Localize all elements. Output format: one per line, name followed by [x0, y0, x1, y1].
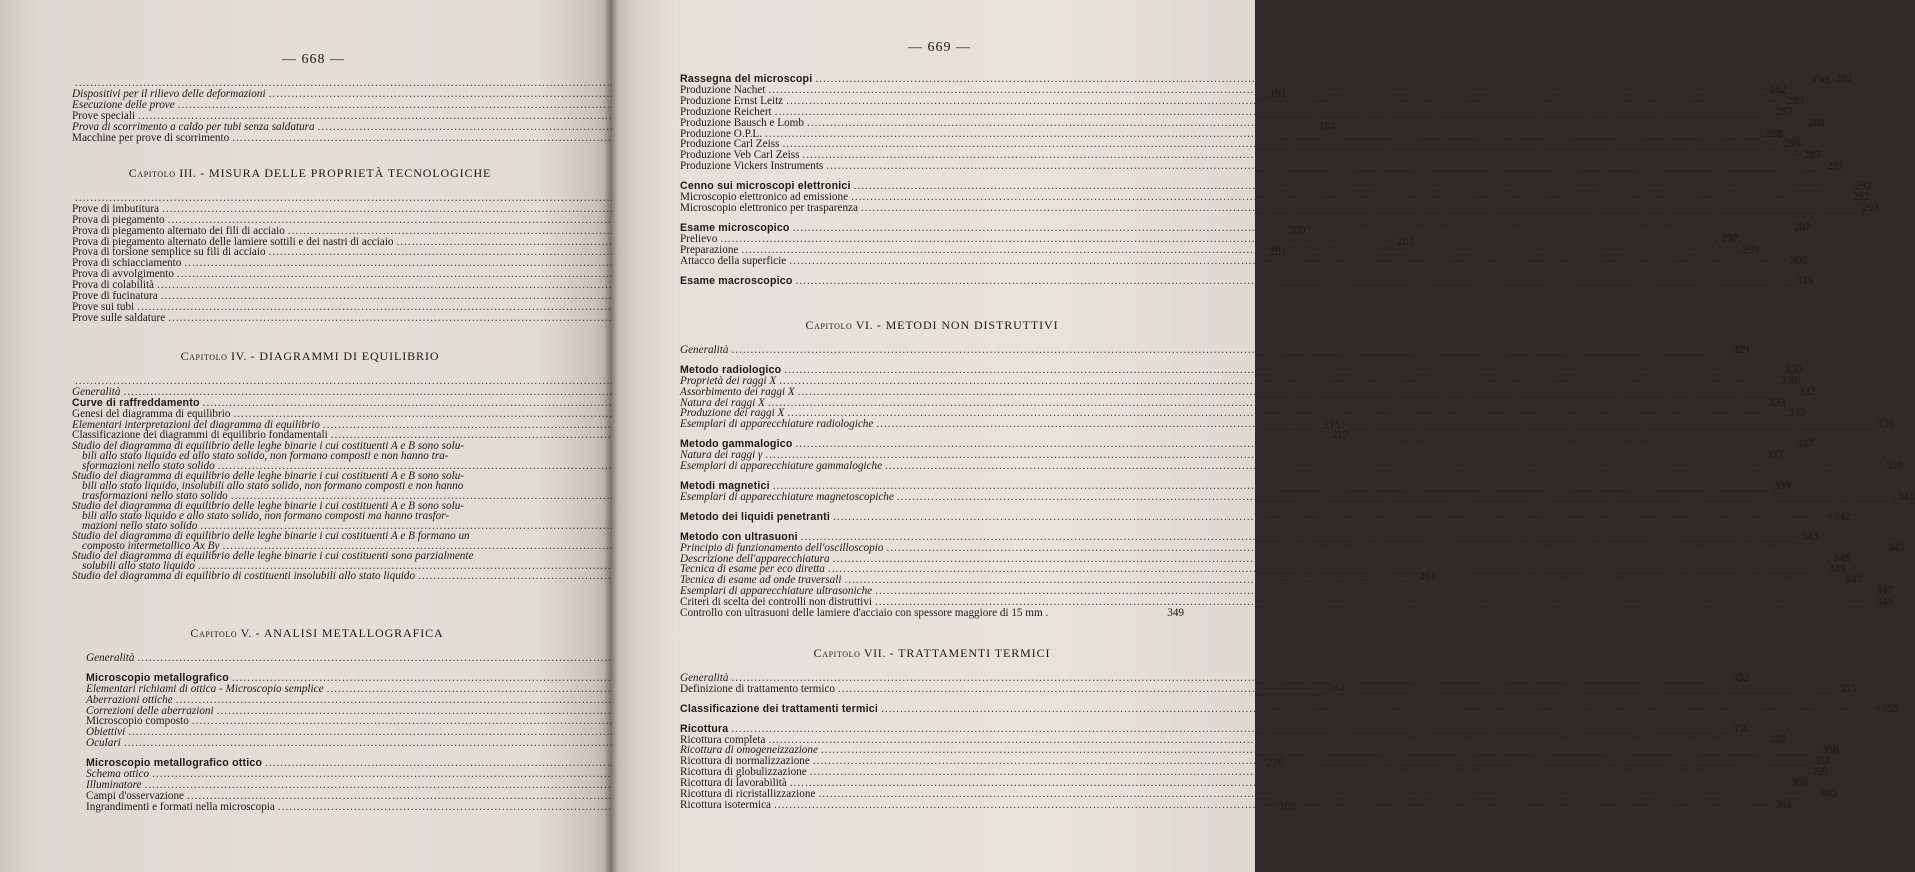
toc-entry-title: Prova di piegamento alternato delle lamiere sottili e dei nastri di acciaio: [72, 235, 394, 248]
toc-entry-title: Elementari richiami di ottica - Microscopio semplice: [86, 682, 324, 695]
toc-entry: [680, 702, 1899, 715]
toc-entry: [72, 111, 548, 122]
leader-dots: [801, 532, 1796, 543]
toc-page-number: 280: [1278, 800, 1296, 813]
toc-entry-title: Esemplari di apparecchiature ultrasoniche: [680, 585, 873, 598]
toc-entry: [680, 530, 1819, 543]
right-page-number: — 669 —: [908, 40, 971, 55]
toc-entry: [86, 738, 548, 749]
toc-entry-title: Studio del diagramma di equilibrio delle leghe binarie i cui costituenti A e B sono solu-: [72, 470, 465, 483]
leader-dots: [731, 345, 1726, 356]
toc-entry: [680, 722, 1750, 735]
toc-page-number: 345: [1887, 541, 1905, 554]
toc-entry-title: Ricottura: [680, 722, 729, 735]
chapter-7-title: - TRATTAMENTI TERMICI: [889, 646, 1051, 660]
toc-entry-title: Microscopio elettronico per trasparenza: [680, 201, 858, 214]
toc-page-number: 357: [1769, 733, 1787, 746]
toc-entry-title: Descrizione dell'apparecchiatura: [680, 552, 830, 565]
toc-page-number: 291: [1827, 160, 1845, 173]
toc-page-number: 293: [1862, 201, 1879, 214]
toc-entry-title: Ricottura isotermica: [680, 798, 772, 811]
toc-entry-title: Prove sui tubi: [72, 300, 135, 313]
toc-entry-title: Ricottura di ricristallizzazione: [680, 788, 816, 801]
leader-dots: [861, 203, 1856, 214]
toc-entry-title: Dispositivi per il rilievo delle deformazioni: [72, 87, 266, 100]
toc-page-number: 359: [1810, 766, 1828, 779]
toc-entry: [72, 313, 548, 324]
toc-page-number: 349: [1876, 596, 1893, 609]
toc-entry-title: Produzione Bausch e Lomb: [680, 116, 804, 129]
toc-entry-title: Proprietà dei raggi X: [680, 374, 777, 387]
toc-page-number: 338: [1886, 460, 1903, 473]
toc-entry-title: Campi d'osservazione: [86, 789, 185, 802]
toc-entry: [680, 608, 1184, 619]
toc-page-number: 349: [1167, 607, 1184, 620]
toc-entry-title: Produzione Carl Zeiss: [680, 138, 780, 151]
toc-entry: [86, 653, 548, 664]
toc-entry-title: Prova di scorrimento a caldo per tubi senza saldatura: [72, 120, 315, 133]
toc-entry: [680, 343, 1750, 356]
toc-entry-title: Metodi magnetici: [680, 479, 770, 492]
chapter-4-title: - DIAGRAMMI DI EQUILIBRIO: [250, 349, 440, 363]
toc-entry-title: Controllo con ultrasuoni delle lamiere d'acciaio con spessore maggiore di 15 mm .: [680, 607, 1049, 620]
toc-page-number: 341: [1897, 490, 1915, 503]
toc-page-number: 201: [1397, 235, 1415, 248]
toc-entry-title: Studio del diagramma di equilibrio delle leghe binarie i cui costituenti A e B sono solu-: [72, 440, 465, 453]
leader-dots: [876, 419, 1871, 430]
toc-entry-continuation: sformazioni nello stato solido: [82, 460, 215, 473]
toc-entry-continuation: bili allo stato liquido, insolubili allo stato solido, non formano composti e non hanno: [82, 480, 464, 493]
toc-page-number: 358: [1813, 755, 1831, 768]
leader-dots: [885, 461, 1880, 472]
toc-entry-title: Prove di imbutitura: [72, 202, 160, 215]
toc-entry-title: Generalità: [72, 385, 121, 398]
toc-entry-title: Classificazione dei diagrammi di equilibrio fondamentali: [72, 429, 328, 442]
leader-dots: [796, 276, 1791, 287]
toc-entry-title: Prova di piegamento alternato dei fili di acciaio: [72, 224, 285, 237]
toc-page-number: 200: [1288, 224, 1306, 237]
toc-entry-title: Prova di colabilità: [72, 279, 155, 292]
toc-entry-title: Esame macroscopico: [680, 274, 793, 287]
toc-entry-title: Generalità: [86, 651, 135, 664]
toc-entry-title: Esecuzione delle prove: [72, 98, 175, 111]
toc-page-number: 217: [1331, 429, 1349, 442]
toc-page-number: 287: [1775, 105, 1793, 118]
toc-entry-title: Esemplari di apparecchiature magnetoscopiche: [680, 490, 894, 503]
toc-entry-title: Natura dei raggi γ: [680, 449, 763, 462]
toc-entry-title: Produzione Reichert: [680, 105, 772, 118]
chapter-3-title: - MISURA DELLE PROPRIETÀ TECNOLOGICHE: [200, 166, 492, 180]
toc-entry: [72, 409, 548, 420]
leader-dots: [779, 376, 1774, 387]
toc-entry-continuation: solubili allo stato liquido: [82, 560, 195, 573]
toc-entry-title: Studio del diagramma di equilibrio delle leghe binarie i cui costituenti A e B sono solu-: [72, 500, 465, 513]
toc-entry-title: Studio del diagramma di equilibrio di costituenti insolubili allo stato liquido: [72, 570, 416, 583]
toc-entry: [72, 215, 548, 226]
leader-dots: [774, 800, 1769, 811]
chapter-6-label: Capitolo VI.: [805, 318, 874, 332]
toc-entry-title: Natura dei raggi X: [680, 396, 765, 409]
toc-entry: [72, 501, 548, 531]
toc-page-number: 342: [1834, 510, 1851, 523]
toc-entry-title: Produzione Vickers Instruments: [680, 160, 824, 173]
toc-entry: [680, 385, 1816, 398]
toc-entry: [72, 441, 548, 471]
toc-entry-title: Rassegna del microscopi: [680, 73, 813, 85]
left-page-number: — 668 —: [282, 52, 345, 67]
toc-page-number: 282: [1769, 83, 1787, 96]
toc-page-number: 194: [1318, 120, 1336, 133]
toc-page-number: 339: [1773, 479, 1791, 492]
toc-entry-title: Tecnica di esame per eco diretta: [680, 563, 825, 576]
toc-page-number: 333: [1788, 407, 1806, 420]
toc-entry-title: Definizione di trattamento termico: [680, 682, 836, 695]
toc-entry-title: Ricottura di lavorabilità: [680, 777, 787, 790]
toc-entry-title: Curve di raffreddamento: [72, 396, 200, 409]
toc-page-number: 360: [1790, 777, 1808, 790]
toc-entry: [680, 510, 1851, 523]
toc-entry-title: Microscopio elettronico ad emissione: [680, 191, 849, 204]
toc-entry: [680, 254, 1808, 267]
toc-page-number: 330: [1780, 374, 1798, 387]
toc-page-number: 191: [1269, 87, 1287, 100]
toc-entry-title: Microscopio metallografico ottico: [86, 757, 263, 770]
toc-entry: [680, 274, 1814, 287]
toc-page-number: 264: [1327, 682, 1345, 695]
toc-page-number: 289: [1803, 149, 1821, 162]
toc-entry-title: Ricottura completa: [680, 733, 766, 746]
leader-dots: [807, 118, 1802, 129]
toc-entry-title: Esame microscopico: [680, 221, 790, 234]
leader-dots: [798, 387, 1793, 398]
toc-page-number: 215: [1323, 418, 1341, 431]
chapter-3-label: Capitolo III.: [128, 166, 197, 180]
toc-entry: [72, 133, 548, 144]
leader-dots: [838, 684, 1833, 695]
toc-entry-title: Produzione dei raggi X: [680, 407, 785, 420]
chapter-6-title: - METODI NON DISTRUTTIVI: [876, 318, 1059, 332]
leader-dots: [833, 512, 1828, 523]
toc-page-number: 361: [1775, 798, 1792, 811]
toc-page-number: 346: [1828, 563, 1846, 576]
toc-page-number: 329: [1732, 343, 1750, 356]
toc-page-number: 347: [1876, 585, 1893, 598]
chapter-5-heading: [86, 628, 548, 639]
toc-entry-title: Illuminatore: [86, 778, 142, 791]
toc-entry-title: Attacco della superficie: [680, 254, 787, 267]
toc-page-number: 337: [1796, 438, 1814, 451]
toc-page-number: 288: [1783, 138, 1801, 151]
toc-page-number: 337: [1766, 449, 1784, 462]
toc-entry-title: Elementari interpretazioni del diagramma di equilibrio: [72, 418, 320, 431]
toc-entry: [680, 160, 1845, 173]
toc-entry-title: Microscopio composto: [86, 715, 189, 728]
toc-entry-continuation: mazioni nello stato solido: [82, 520, 198, 533]
toc-page-number: 288: [1766, 127, 1783, 140]
toc-entry-title: Genesi del diagramma di equilibrio: [72, 407, 231, 420]
toc-entry-title: Microscopio metallografico: [86, 671, 229, 684]
chapter-6-heading: [680, 320, 1184, 331]
chapter-3-heading: [72, 168, 548, 179]
toc-entry-title: Obiettivi: [86, 726, 126, 739]
toc-entry: [680, 541, 1905, 554]
leader-dots: [775, 107, 1770, 118]
toc-page-number: Pag. 282: [1813, 73, 1853, 85]
toc-page-number: 352: [1732, 671, 1750, 684]
toc-page-number: 276: [1266, 757, 1283, 770]
chapter-5-label: Capitolo V.: [190, 626, 252, 640]
toc-entry-continuation: trasformazioni nello stato solido: [82, 490, 228, 503]
toc-entry-title: Ricottura di omogeneizzazione: [680, 744, 818, 757]
toc-page-number: 292: [1854, 180, 1872, 193]
chapter-4-heading: [72, 351, 548, 362]
toc-entry: [680, 460, 1903, 473]
toc-entry-title: Produzione Nachet: [680, 83, 766, 96]
toc-entry-title: Studio del diagramma di equilibrio delle leghe binarie i cui costituenti sono parzialmente: [72, 550, 474, 563]
toc-entry-title: Macchine per prove di scorrimento: [72, 131, 230, 144]
toc-page-number: 347: [1845, 574, 1863, 587]
toc-page-number: 305: [1790, 254, 1808, 267]
toc-page-number: 355: [1881, 702, 1899, 715]
toc-entry-title: Produzione Ernst Leitz: [680, 94, 784, 107]
toc-entry: [72, 531, 548, 551]
toc-page-number: 283: [1787, 94, 1804, 107]
toc-page-number: 333: [1768, 396, 1786, 409]
toc-entry-title: Prove speciali: [72, 109, 136, 122]
chapter-5-title: - ANALISI METALLOGRAFICA: [255, 626, 444, 640]
toc-entry-title: Cenno sui microscopi elettronici: [680, 180, 851, 193]
toc-entry-title: Esemplari di apparecchiature radiologiche: [680, 418, 874, 431]
toc-entry-title: Prova di piegamento: [72, 213, 165, 226]
toc-entry-title: Generalità: [680, 343, 729, 356]
toc-page-number: 336: [1877, 418, 1895, 431]
toc-entry: [72, 471, 548, 501]
leader-dots: [731, 724, 1726, 735]
leader-dots: [886, 543, 1881, 554]
toc-entry: [680, 105, 1793, 118]
toc-entry-title: Ricottura di globulizzazione: [680, 766, 807, 779]
toc-page-number: 332: [1798, 385, 1816, 398]
leader-dots: [826, 161, 1821, 172]
toc-entry-title: Tecnica di esame ad onde traversali: [680, 574, 842, 587]
toc-page-number: 299: [1742, 243, 1760, 256]
toc-page-number: 201: [1269, 246, 1287, 259]
toc-entry-title: Metodo gammalogico: [680, 438, 793, 451]
toc-page-number: 356: [1732, 722, 1750, 735]
toc-entry-title: Generalità: [680, 671, 729, 684]
toc-entry-continuation: bili allo stato liquido e allo stato solido, non formano composti ma hanno trasfor-: [82, 510, 450, 523]
toc-page-number: 288: [1807, 116, 1825, 129]
toc-entry-title: Prove sulle saldature: [72, 311, 166, 324]
toc-entry-title: Preparazione: [680, 243, 739, 256]
toc-entry-title: Prova di schiacciamento: [72, 257, 182, 270]
toc-page-number: 261: [1419, 570, 1436, 583]
toc-entry-title: Esemplari di apparecchiature gammalogiche: [680, 460, 883, 473]
toc-page-number: 297: [1721, 232, 1739, 245]
toc-entry-title: Produzione O.P.L.: [680, 127, 763, 140]
toc-entry-title: Schema ottico: [86, 768, 150, 781]
toc-entry: [72, 398, 548, 409]
toc-entry: [72, 551, 548, 571]
toc-entry-title: Prove di fucinatura: [72, 290, 158, 303]
toc-entry-title: Produzione Veb Carl Zeiss: [680, 149, 800, 162]
toc-entry-title: Oculari: [86, 737, 121, 750]
chapter-4-label: Capitolo IV.: [180, 349, 247, 363]
toc-entry-title: Principio di funzionamento dell'oscilloscopio: [680, 541, 884, 554]
toc-entry-title: Criteri di scelta dei controlli non distruttivi: [680, 596, 873, 609]
toc-entry-title: Correzioni delle aberrazioni: [86, 704, 214, 717]
toc-page-number: 353: [1839, 682, 1856, 695]
toc-entry: [680, 201, 1879, 214]
leader-dots: [897, 492, 1892, 503]
toc-entry-title: Studio del diagramma di equilibrio delle leghe binarie i cui costituenti A e B formano un: [72, 530, 470, 543]
toc-entry-continuation: bili allo stato liquido ed allo stato solido, non formano composti e non hanno tra-: [82, 450, 449, 463]
toc-entry-title: Prelievo: [680, 232, 718, 245]
toc-entry-continuation: composto intermetallico Ax By: [82, 540, 220, 553]
toc-entry-title: Metodo radiologico: [680, 363, 782, 376]
toc-entry-title: Prova di torsione semplice su fili di acciaio: [72, 246, 266, 259]
book-spine-shadow: [604, 0, 618, 872]
toc-page-number: 330: [1785, 363, 1803, 376]
toc-entry-title: Ingrandimenti e formati nella microscopia: [86, 800, 275, 813]
chapter-7-label: Capitolo VII.: [813, 646, 886, 660]
toc-entry-title: Ricottura di normalizzazione: [680, 755, 810, 768]
toc-entry-title: Metodo con ultrasuoni: [680, 530, 798, 543]
toc-entry-title: Assorbimento dei raggi X: [680, 385, 795, 398]
leader-dots: [881, 704, 1876, 715]
chapter-7-heading: [680, 648, 1184, 659]
toc-page-number: 345: [1833, 552, 1851, 565]
toc-page-number: 358: [1821, 744, 1839, 757]
toc-entry: [680, 490, 1915, 503]
toc-page-number: 343: [1801, 530, 1819, 543]
toc-entry-title: Classificazione dei trattamenti termici: [680, 702, 878, 715]
toc-entry: [680, 374, 1798, 387]
toc-entry-title: Metodo dei liquidi penetranti: [680, 510, 830, 523]
toc-page-number: 297: [1793, 221, 1811, 234]
toc-page-number: 292: [1852, 191, 1869, 204]
leader-dots: [789, 256, 1784, 267]
toc-entry-title: Aberrazioni ottiche: [86, 693, 173, 706]
toc-entry: [86, 695, 548, 706]
toc-page-number: 319: [1796, 274, 1814, 287]
leader-dots: [741, 245, 1736, 259]
toc-page-number: 360: [1819, 788, 1837, 801]
toc-entry-title: Prova di avvolgimento: [72, 268, 174, 281]
